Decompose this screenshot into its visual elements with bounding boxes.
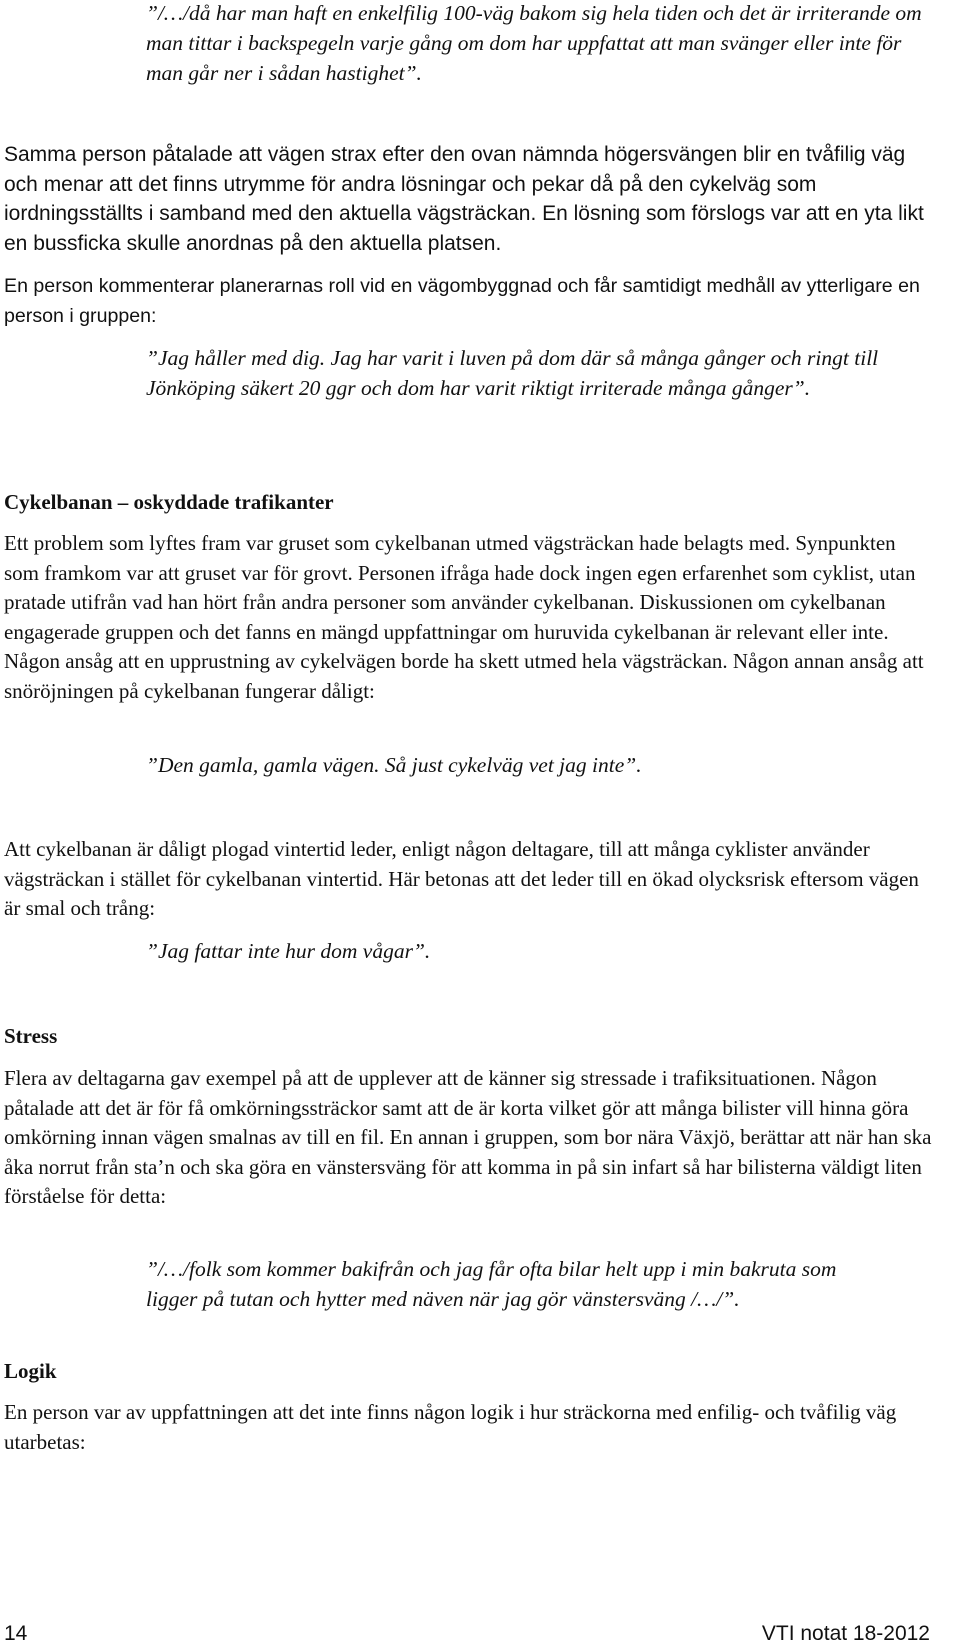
quote-block: ”Den gamla, gamla vägen. Så just cykelväg vet jag inte”. (146, 753, 642, 777)
paragraph: Flera av deltagarna gav exempel på att de upplever att de känner sig stressade i trafiksituationen. Någon påtalade att det är för få omkörningssträckor samt att de är korta vilket gör att många bilister vill hinna göra omkörning innan vägen smalnas av till en fil. En annan i gruppen, som bor nära Växjö, berättar att när han ska åka norrut från sta’n och ska göra en vänstersväng för att komma in på sin infart så har bilisterna väldigt liten förståelse för detta: (4, 1066, 932, 1208)
quote-block: ”/…/folk som kommer bakifrån och jag får ofta bilar helt upp i min bakruta som ligger på tutan och hytter med näven när jag gör vänstersväng /…/”. (146, 1257, 837, 1311)
paragraph: Att cykelbanan är dåligt plogad vintertid leder, enligt någon deltagare, till att många cyklister använder vägsträckan i stället för cykelbanan vintertid. Här betonas att det leder till en ökad olycksrisk eftersom vägen är smal och trång: (4, 837, 919, 920)
section-heading: Cykelbanan – oskyddade trafikanter (4, 490, 334, 514)
page-number: 14 (4, 1622, 28, 1645)
quote-block: ”Jag håller med dig. Jag har varit i luven på dom där så många gånger och ringt till Jönköping säkert 20 ggr och dom har varit riktigt irriterade många gånger”. (146, 346, 879, 400)
report-identifier: VTI notat 18-2012 (761, 1622, 930, 1645)
paragraph: Samma person påtalade att vägen strax efter den ovan nämnda högersvängen blir en tvåfilig väg och menar att det finns utrymme för andra lösningar och pekar då på den cykelväg som iordningsställts i samband med den aktuella vägsträckan. En lösning som förslogs var att en yta likt en bussficka skulle anordnas på den aktuella platsen. (4, 143, 924, 255)
paragraph: Ett problem som lyftes fram var gruset som cykelbanan utmed vägsträckan hade belagts med. Synpunkten som framkom var att gruset var för grovt. Personen ifråga hade dock ingen egen erfarenhet som cyklist, utan pratade utifrån vad han hört från andra personer som använder cykelbanan. Diskussionen om cykelbanan engagerade gruppen och det fanns en mängd uppfattningar om huruvida cykelbanan är relevant eller inte. Någon ansåg att en upprustning av cykelvägen borde ha skett utmed hela vägsträckan. Någon annan ansåg att snöröjningen på cykelbanan fungerar dåligt: (4, 531, 924, 703)
quote-block: ”/…/då har man haft en enkelfilig 100-väg bakom sig hela tiden och det är irriterande om man tittar i backspegeln varje gång om dom har uppfattat att man svänger eller inte för man går ner i sådan hastighet”. (146, 1, 922, 85)
section-heading: Stress (4, 1024, 58, 1048)
paragraph: En person var av uppfattningen att det inte finns någon logik i hur sträckorna med enfilig- och tvåfilig väg utarbetas: (4, 1400, 897, 1454)
paragraph: En person kommenterar planerarnas roll vid en vägombyggnad och får samtidigt medhåll av ytterligare en person i gruppen: (4, 275, 920, 327)
quote-block: ”Jag fattar inte hur dom vågar”. (146, 939, 431, 963)
section-heading: Logik (4, 1359, 57, 1383)
